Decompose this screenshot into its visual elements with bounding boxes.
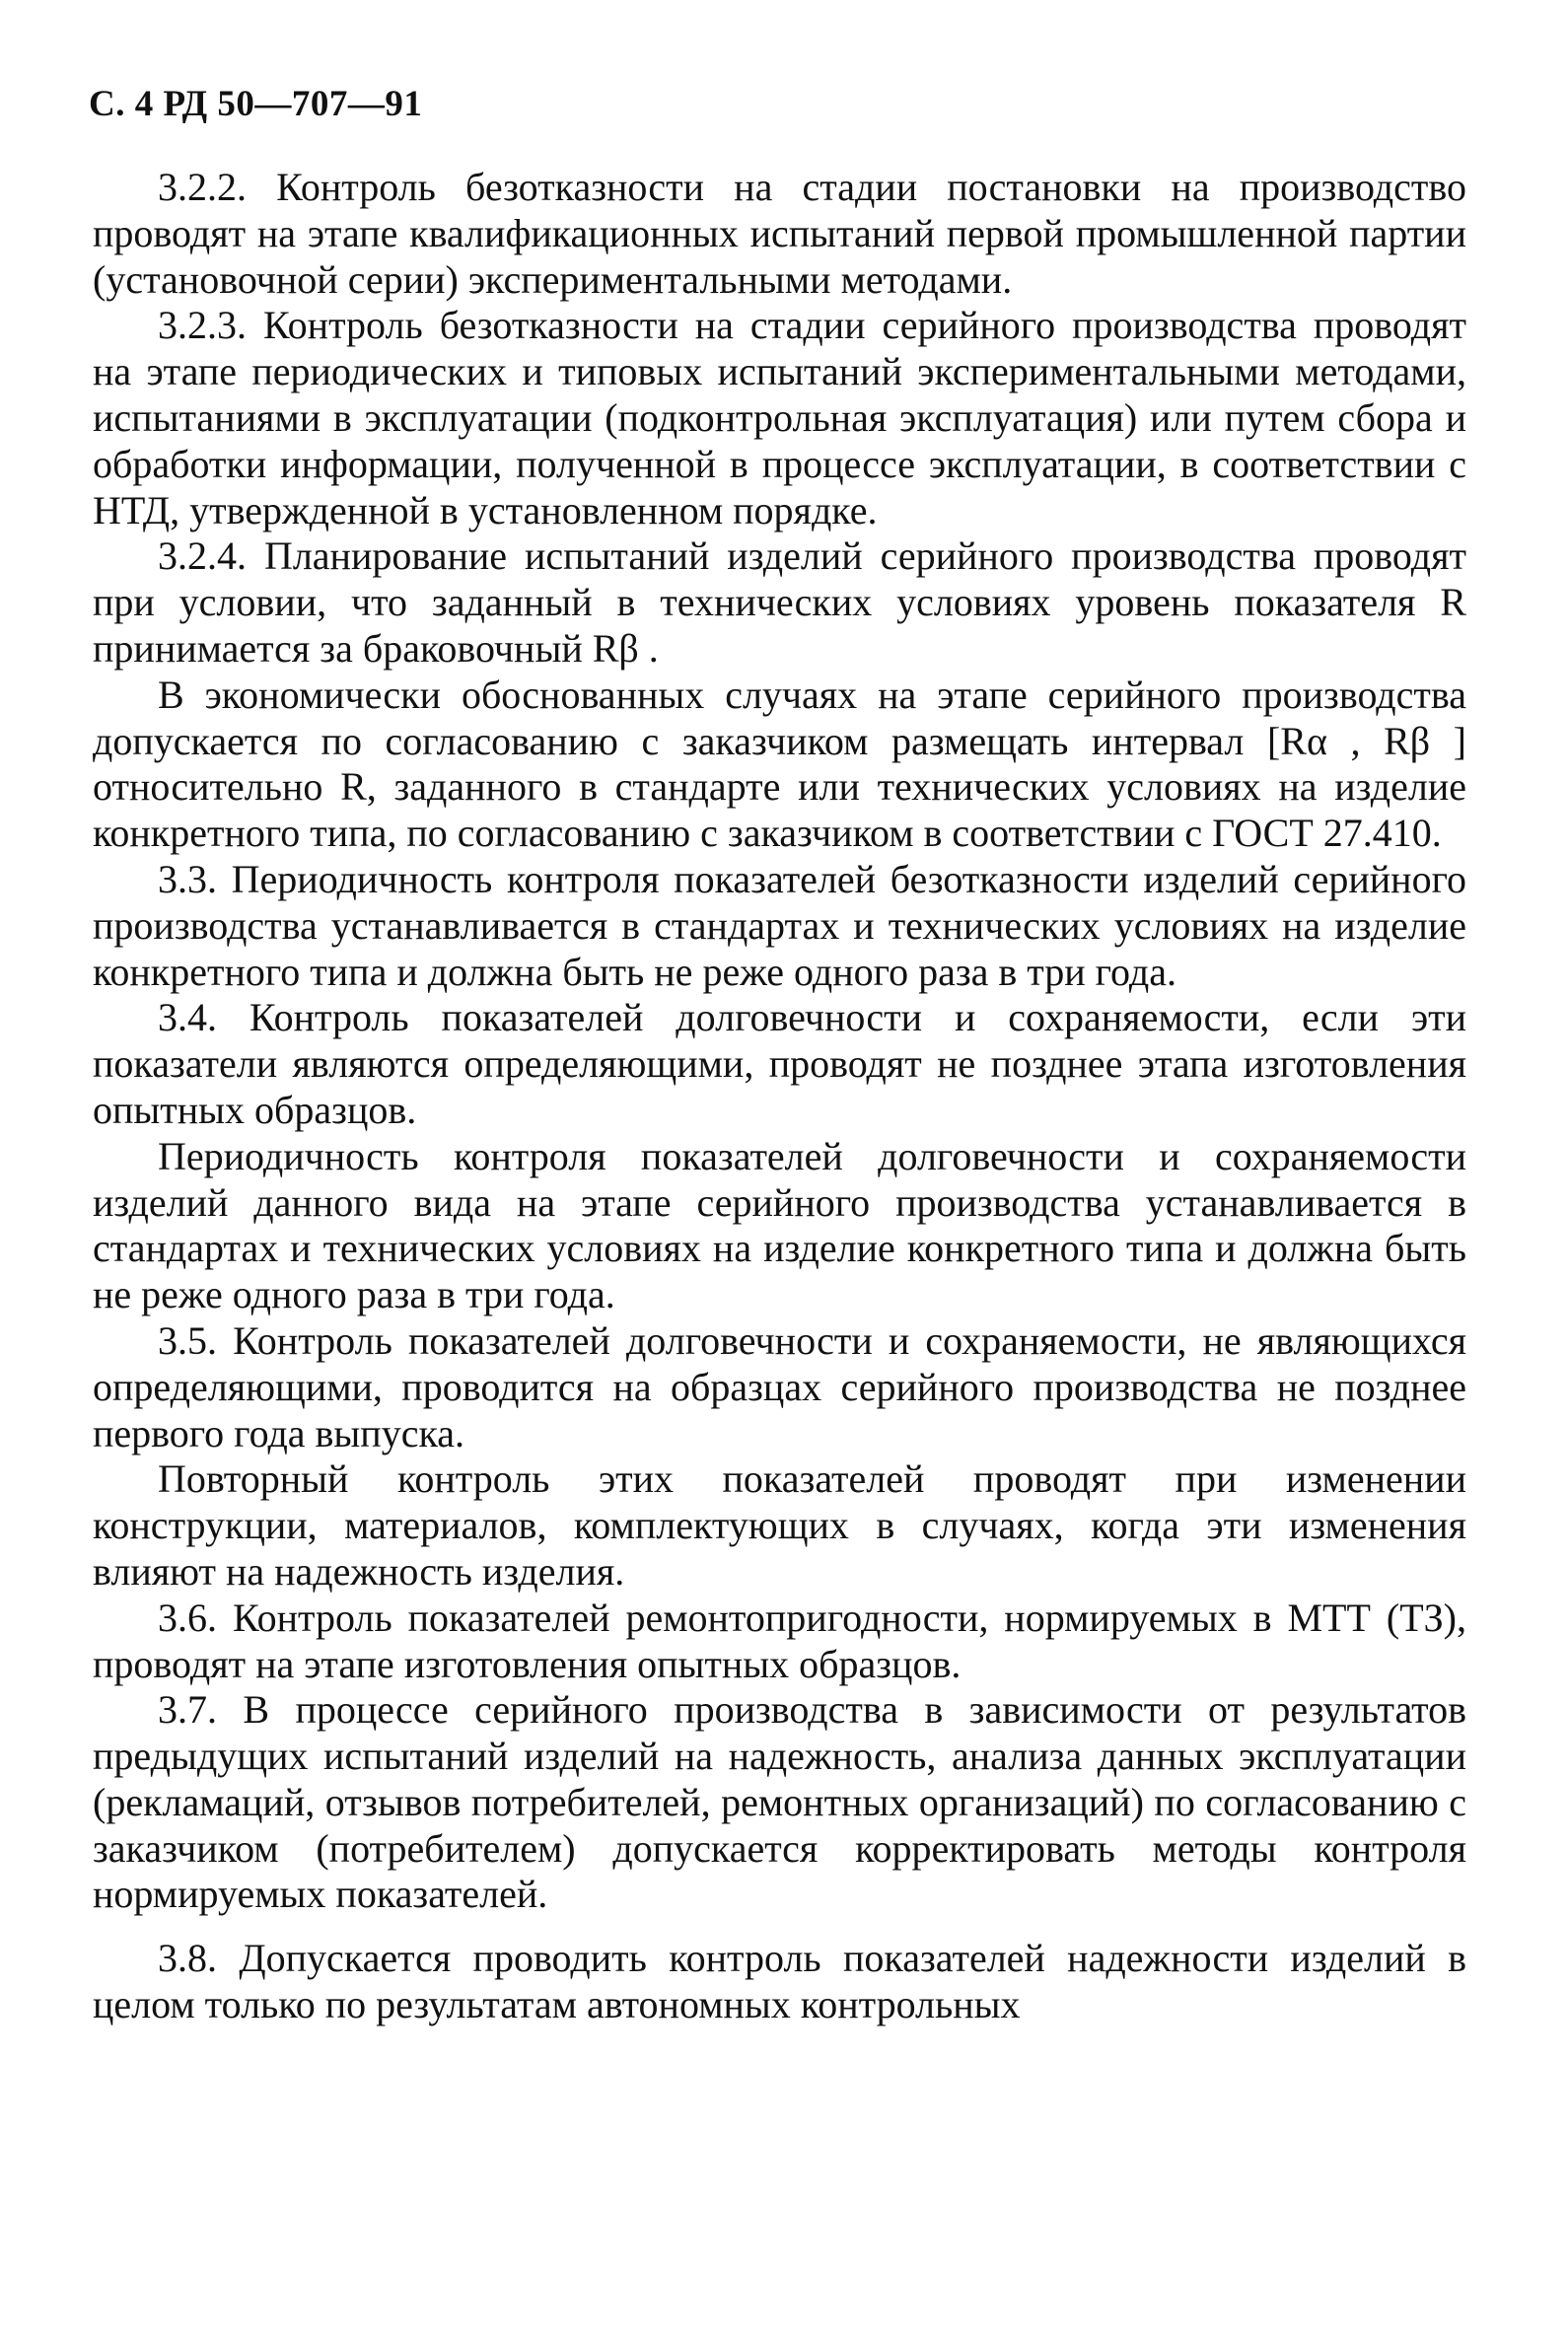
paragraph-3-4: 3.4. Контроль показателей долговечности и сохраняемости, если эти показатели являются определяющими, проводят не позднее этапа изготовления опытных образцов. [93, 995, 1466, 1132]
paragraph-3-5: 3.5. Контроль показателей долговечности и сохраняемости, не являющихся определяющими, проводится на образцах серийного производства не позднее первого года выпуска. [93, 1317, 1466, 1455]
paragraph-3-8: 3.8. Допускается проводить контроль показателей надежности изделий в целом только по результатам автономных контрольных [93, 1936, 1466, 2027]
paragraph-interval-placement: В экономически обоснованных случаях на этапе серийного производства допускается по согласованию с заказчиком размещать интервал [Rα , Rβ ] относительно R, заданного в стандарте или технических условиях на изделие конкретного типа, по согласованию с заказчиком в соответствии с ГОСТ 27.410. [93, 672, 1466, 856]
paragraph-3-7: 3.7. В процессе серийного производства в зависимости от результатов предыдущих испытаний изделий на надежность, анализа данных эксплуатации (рекламаций, отзывов потребителей, ремонтных организаций) по согласованию с заказчиком (потребителем) допускается корректировать методы контроля нормируемых показателей. [93, 1687, 1466, 1917]
paragraph-3-2-4: 3.2.4. Планирование испытаний изделий серийного производства проводят при условии, что заданный в технических условиях уровень показателя R принимается за браковочный Rβ . [93, 533, 1466, 671]
paragraph-3-6: 3.6. Контроль показателей ремонтопригодности, нормируемых в МТТ (ТЗ), проводят на этапе изготовления опытных образцов. [93, 1595, 1466, 1686]
paragraph-repeat-control: Повторный контроль этих показателей проводят при изменении конструкции, материалов, комплектующих в случаях, когда эти изменения влияют на надежность изделия. [93, 1456, 1466, 1594]
paragraph-durability-periodicity: Периодичность контроля показателей долговечности и сохраняемости изделий данного вида на этапе серийного производства устанавливается в стандартах и технических условиях на изделие конкретного типа и должна быть не реже одного раза в три года. [93, 1133, 1466, 1317]
paragraph-3-2-2: 3.2.2. Контроль безотказности на стадии постановки на производство проводят на этапе квалификационных испытаний первой промышленной партии (установочной серии) экспериментальными методами. [93, 165, 1466, 302]
document-body [93, 165, 1466, 2028]
running-header: С. 4 РД 50—707—91 [89, 84, 423, 124]
paragraph-3-2-3: 3.2.3. Контроль безотказности на стадии серийного производства проводят на этапе периодических и типовых испытаний экспериментальными методами, испытаниями в эксплуатации (подконтрольная эксплуатация) или путем сбора и обработки информации, полученной в процессе эксплуатации, в соответствии с НТД, утвержденной в установленном порядке. [93, 303, 1466, 532]
paragraph-3-3: 3.3. Периодичность контроля показателей безотказности изделий серийного производства устанавливается в стандартах и технических условиях на изделие конкретного типа и должна быть не реже одного раза в три года. [93, 856, 1466, 994]
